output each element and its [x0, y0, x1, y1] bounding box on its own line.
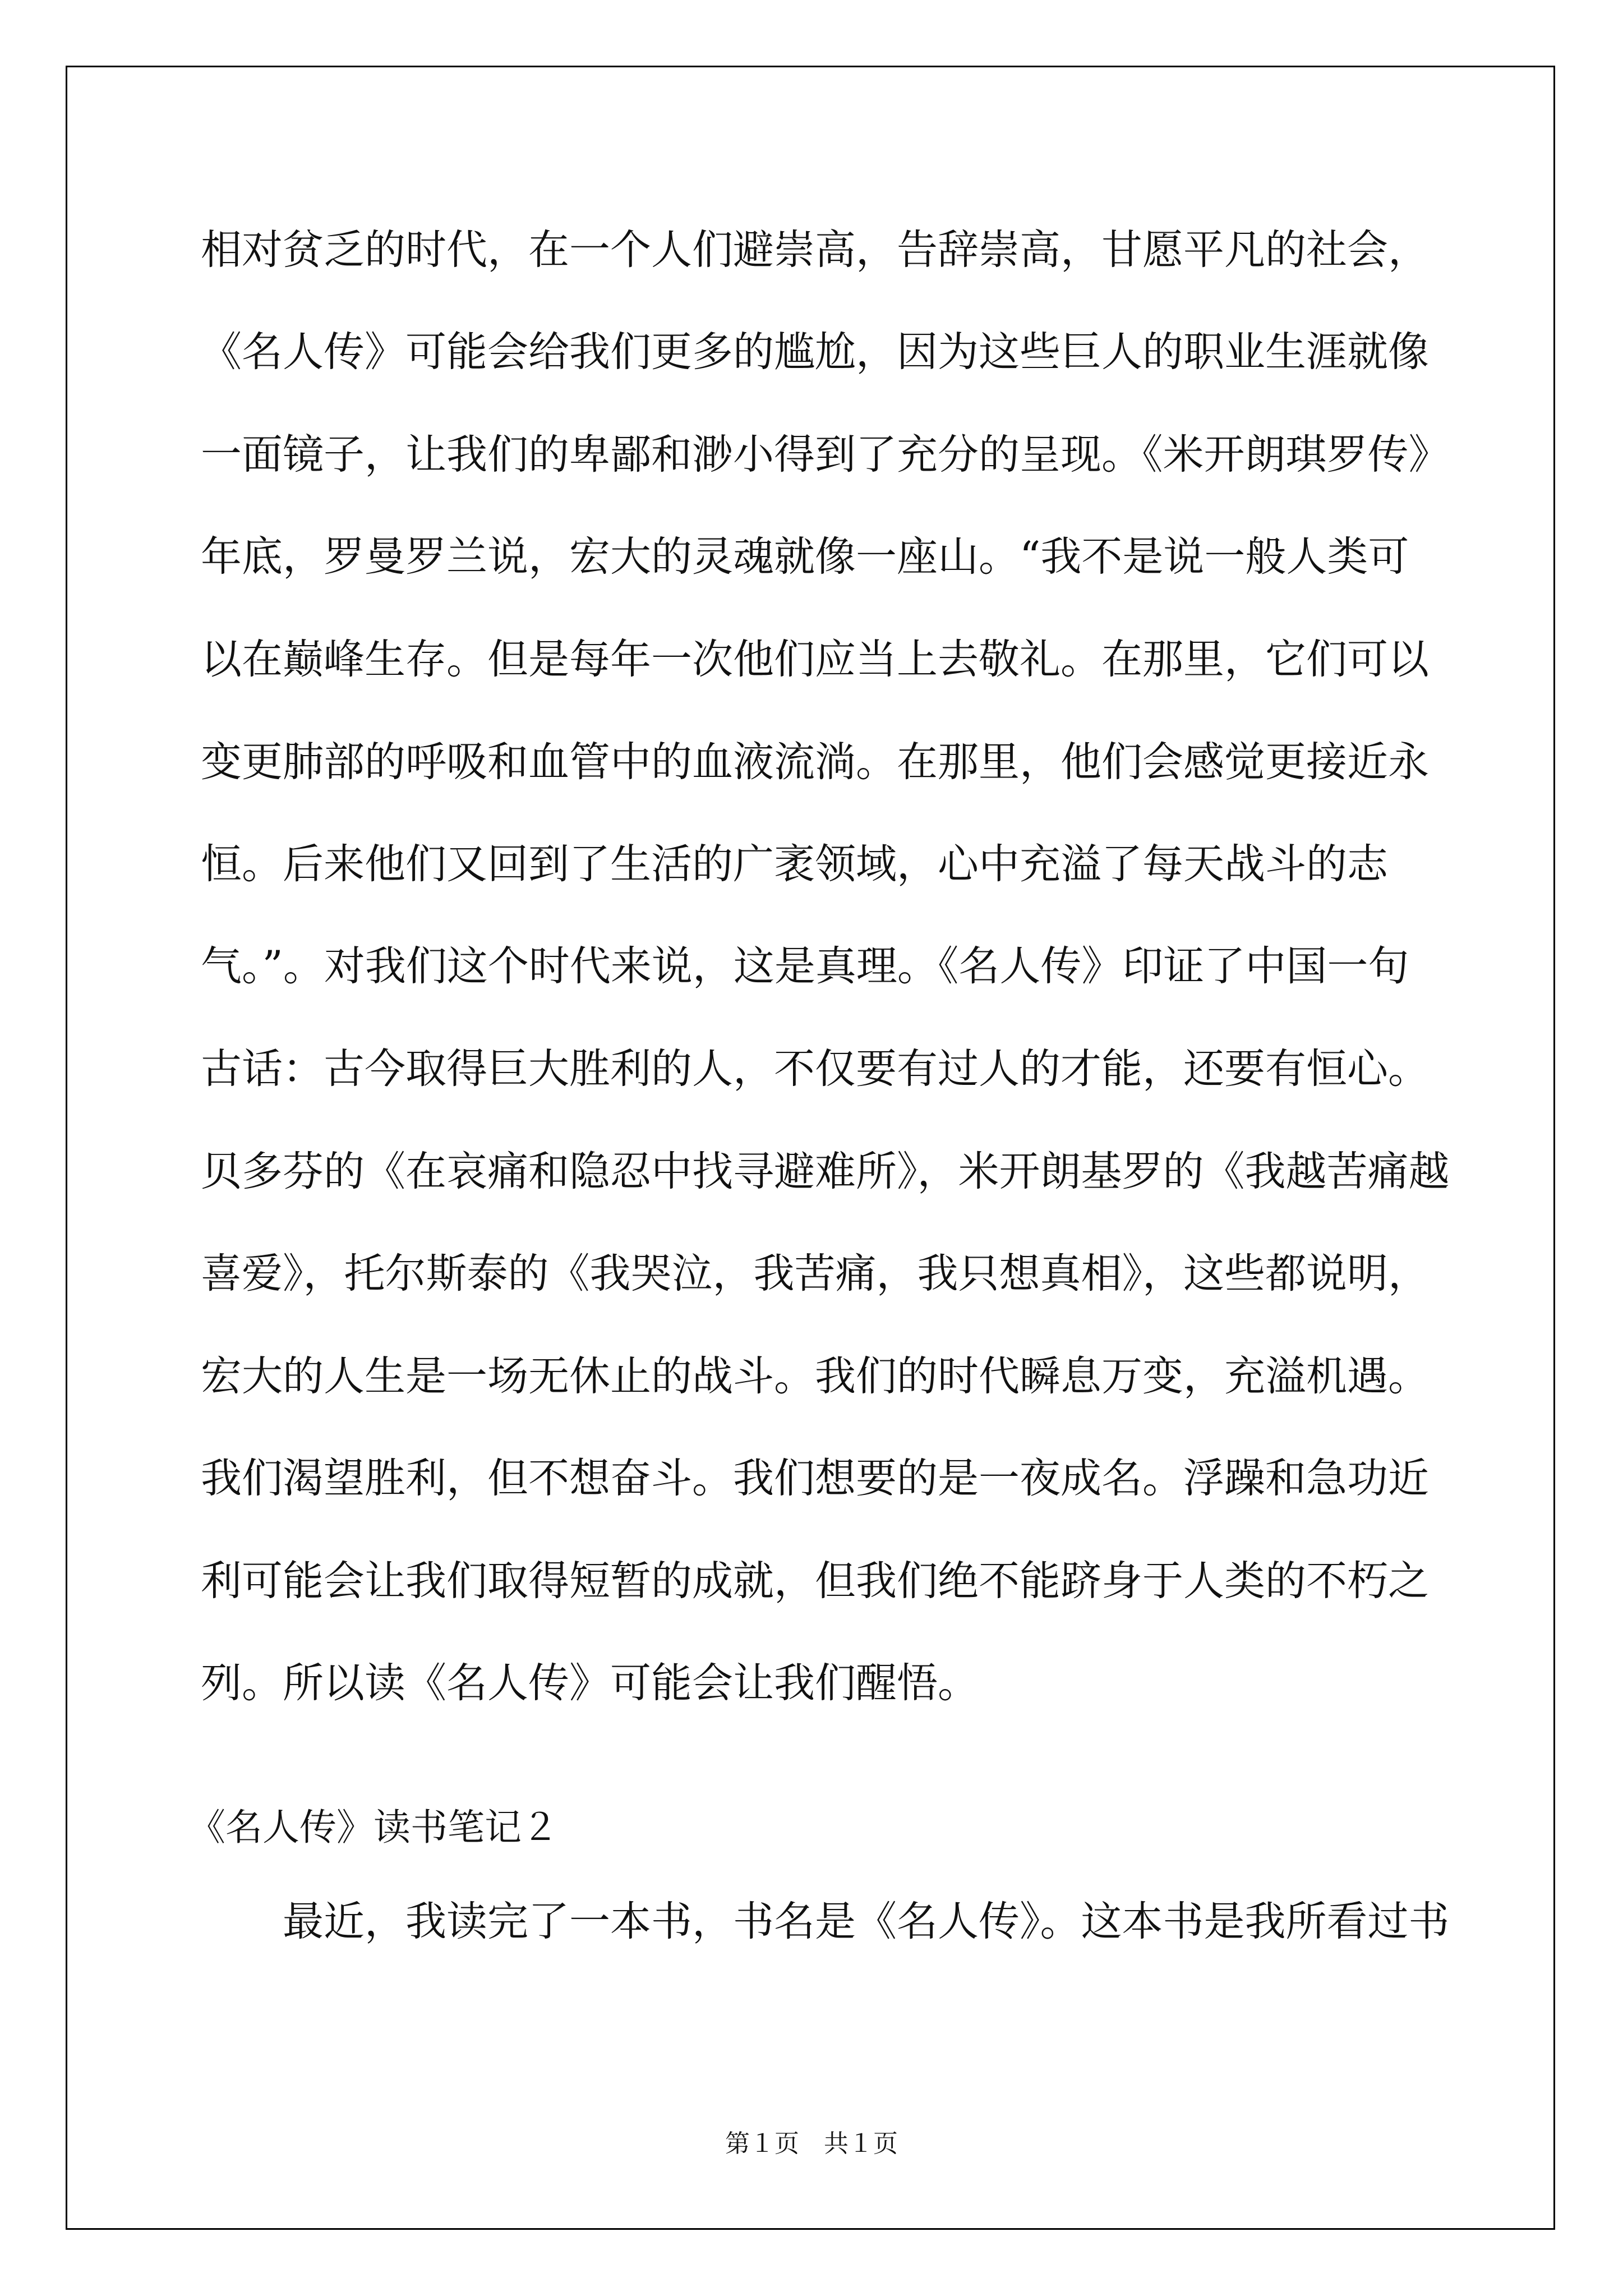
text-line: 以在巅峰生存。但是每年一次他们应当上去敬礼。在那里，它们可以: [201, 636, 1429, 683]
text-line: 相对贫乏的时代，在一个人们避崇高，告辞崇高，甘愿平凡的社会，: [201, 226, 1429, 274]
text-line: 喜爱》，托尔斯泰的《我哭泣，我苦痛，我只想真相》，这些都说明，: [201, 1250, 1429, 1297]
text-line: 年底，罗曼罗兰说，宏大的灵魂就像一座山。“我不是说一般人类可: [201, 533, 1409, 581]
text-line: 一面镜子，让我们的卑鄙和渺小得到了充分的呈现。《米开朗琪罗传》: [201, 431, 1450, 478]
text-line: 古话：古今取得巨大胜利的人，不仅要有过人的才能，还要有恒心。: [201, 1045, 1429, 1093]
text-line: 贝多芬的《在哀痛和隐忍中找寻避难所》，米开朗基罗的《我越苦痛越: [201, 1148, 1450, 1195]
paragraph-first-line: 最近，我读完了一本书，书名是《名人传》。这本书是我所看过书: [283, 1898, 1450, 1945]
text-line: 列。所以读《名人传》可能会让我们醒悟。: [201, 1659, 979, 1707]
text-line: 恒。后来他们又回到了生活的广袤领域，心中充溢了每天战斗的志: [201, 840, 1388, 888]
section-heading: 《名人传》读书笔记２: [188, 1806, 559, 1849]
text-line: 《名人传》可能会给我们更多的尴尬，因为这些巨人的职业生涯就像: [201, 328, 1429, 376]
text-line: 气。”。对我们这个时代来说，这是真理。《名人传》印证了中国一句: [201, 942, 1409, 990]
text-line: 我们渴望胜利，但不想奋斗。我们想要的是一夜成名。浮躁和急功近: [201, 1455, 1429, 1502]
text-line: 利可能会让我们取得短暂的成就，但我们绝不能跻身于人类的不朽之: [201, 1557, 1429, 1605]
text-line: 变更肺部的呼吸和血管中的血液流淌。在那里，他们会感觉更接近永: [201, 738, 1429, 786]
page-footer: 第１页 共１页: [725, 2130, 898, 2157]
text-line: 宏大的人生是一场无休止的战斗。我们的时代瞬息万变，充溢机遇。: [201, 1352, 1429, 1400]
